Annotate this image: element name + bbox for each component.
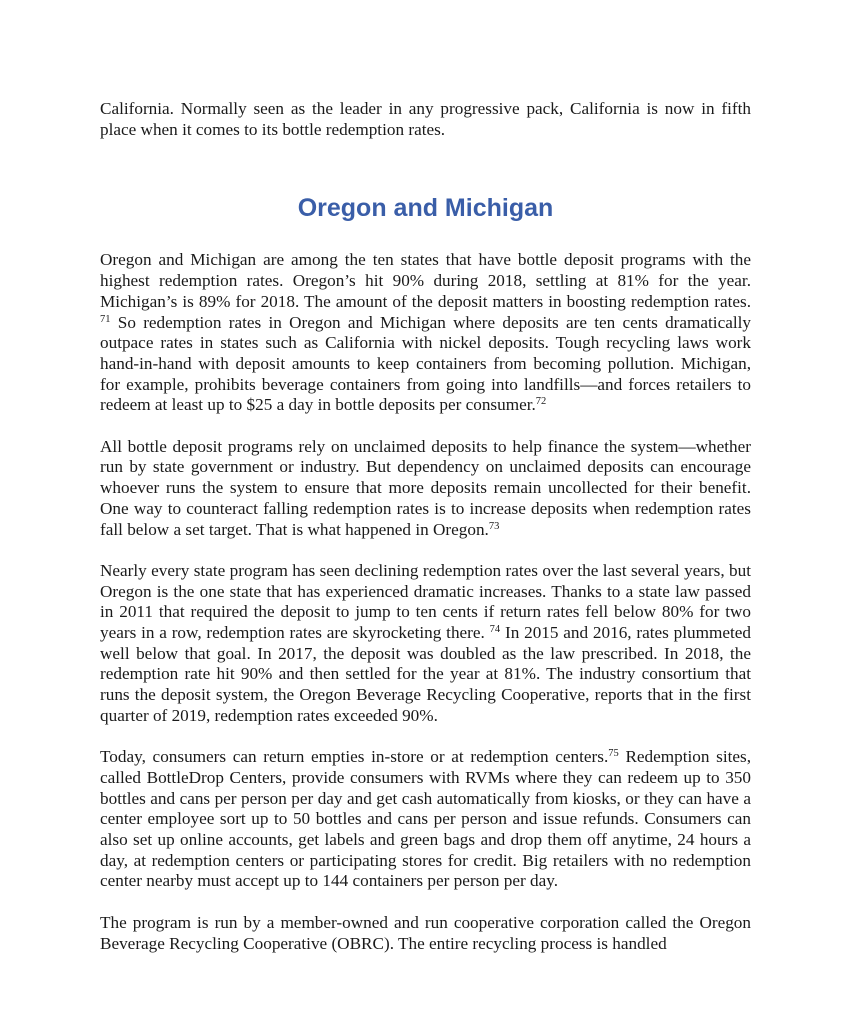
paragraph-4 (100, 747, 751, 892)
footnote-74-ref: 74 (489, 624, 501, 636)
paragraph-3-text-b: In 2015 and 2016, rates plummeted well below that goal. In 2017, the deposit was doubled as the law prescribed. In 2018, the redemption rate hit 90% and then settled for the year at 81%. The industry consortium that runs the deposit system, the Oregon Beverage Recycling Cooperative, reports that in the first quarter of 2019, redemption rates exceeded 90%. (100, 623, 752, 725)
paragraph-1-text-a: Oregon and Michigan are among the ten states that have bottle deposit programs with the highest redemption rates. Oregon’s hit 90% during 2018, settling at 81% for the year. Michigan’s is 89% for 2018. The amount of the deposit matters in boosting redemption rates. (100, 250, 751, 311)
paragraph-1 (100, 250, 751, 416)
paragraph-2-text-a: All bottle deposit programs rely on unclaimed deposits to help finance the system—whether run by state government or industry. But dependency on unclaimed deposits can encourage whoever runs the system to ensure that more deposits remain uncollected for their benefit. One way to counteract falling redemption rates is to increase deposits when redemption rates fall below a set target. That is what happened in Oregon. (100, 436, 751, 539)
paragraph-4-text-b: Redemption sites, called BottleDrop Centers, provide consumers with RVMs where they can redeem up to 350 bottles and cans per person per day and get cash automatically from kiosks, or they can have a center employee sort up to 50 bottles and cans per person and issue refunds. Consumers can also set up online accounts, get labels and green bags and drop them off anytime, 24 hours a day, at redemption centers or participating stores for credit. Big retailers with no redemption center nearby must accept up to 144 containers per person per day. (100, 747, 751, 891)
paragraph-1-text-b: So redemption rates in Oregon and Michigan where deposits are ten cents dramatically outpace rates in states such as California with nickel deposits. Tough recycling laws work hand-in-hand with deposit amounts to keep containers from becoming pollution. Michigan, for example, prohibits beverage containers from going into landfills—and forces retailers to redeem at least up to $25 a day in bottle deposits per consumer. (100, 312, 751, 415)
paragraph-3-text-a: Nearly every state program has seen declining redemption rates over the last several years, but Oregon is the one state that has experienced dramatic increases. Thanks to a state law passed in 2011 that required the deposit to jump to ten cents if return rates fell below 80% for two years in a row, redemption rates are skyrocketing there. (100, 560, 751, 643)
document-page (100, 99, 751, 954)
paragraph-3 (100, 561, 751, 727)
footnote-73-ref: 73 (488, 520, 500, 532)
section-heading: Oregon and Michigan (297, 194, 554, 223)
paragraph-5-text-a: The program is run by a member-owned and run cooperative corporation called the Oregon Beverage Recycling Cooperative (OBRC). The entire recycling process is handled (100, 912, 751, 953)
paragraph-5 (100, 913, 751, 954)
footnote-72-ref: 72 (535, 396, 547, 408)
intro-paragraph: California. Normally seen as the leader in any progressive pack, California is now in fifth place when it comes to its bottle redemption rates. (100, 99, 751, 139)
footnote-75-ref: 75 (608, 748, 619, 760)
paragraph-4-text-a: Today, consumers can return empties in-store or at redemption centers. (100, 747, 609, 767)
footnote-71-ref: 71 (100, 313, 111, 325)
paragraph-2 (100, 437, 751, 541)
